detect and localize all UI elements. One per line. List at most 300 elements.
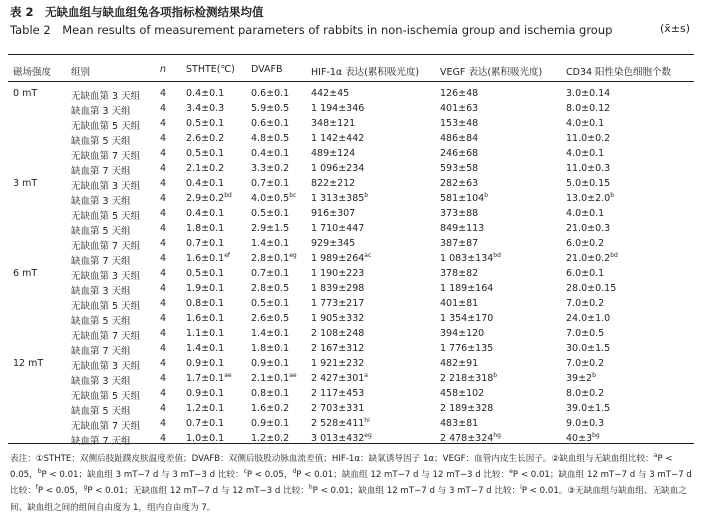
vegf-cell <box>440 298 478 309</box>
group-cell <box>71 103 131 117</box>
dvafb-cell-value: 1.4±0.1 <box>251 328 290 339</box>
cd34-cell <box>566 358 604 369</box>
table-row <box>0 103 702 118</box>
sthte-cell-value: 0.7±0.1 <box>186 418 225 429</box>
hif-cell <box>311 238 355 249</box>
sthte-cell <box>186 418 224 429</box>
hif-cell <box>311 388 364 399</box>
table-row <box>0 193 702 208</box>
group-cell-value: 缺血第 5 天组 <box>71 406 131 417</box>
group-cell <box>71 343 131 357</box>
n-cell <box>160 388 166 399</box>
dvafb-cell <box>251 133 289 144</box>
vegf-cell <box>440 223 484 234</box>
hif-cell-value: 1 773±217 <box>311 298 365 309</box>
table-row <box>0 283 702 298</box>
vegf-cell <box>440 388 484 399</box>
table-row <box>0 178 702 193</box>
dvafb-cell-value: 1.6±0.2 <box>251 403 290 414</box>
vegf-cell <box>440 208 478 219</box>
dvafb-cell-value: 4.0±0.5 <box>251 193 290 204</box>
vegf-cell-value: 126±48 <box>440 88 479 99</box>
hif-cell <box>311 283 364 294</box>
cd34-cell-value: 4.0±0.1 <box>566 118 605 129</box>
hif-cell-value: 2 117±453 <box>311 388 365 399</box>
sthte-cell <box>186 373 232 384</box>
n-cell-value: 4 <box>160 253 167 264</box>
hif-cell <box>311 313 364 324</box>
hif-cell <box>311 298 364 309</box>
dvafb-cell-value: 0.5±0.1 <box>251 208 290 219</box>
table-row <box>0 418 702 433</box>
dvafb-cell <box>251 223 289 234</box>
header-n: n <box>160 64 167 75</box>
significance-mark: bc <box>289 191 297 199</box>
table-row <box>0 238 702 253</box>
hif-cell-value: 2 108±248 <box>311 328 365 339</box>
vegf-cell-value: 1 776±135 <box>440 343 494 354</box>
group-cell <box>71 358 140 372</box>
sthte-cell <box>186 328 224 339</box>
vegf-cell-value: 2 189±328 <box>440 403 494 414</box>
note-text: P < 0.01；缺血组 12 mT−7 d 与 12 mT−3 d 比较： <box>296 470 510 481</box>
hif-cell <box>311 163 364 174</box>
table-row <box>0 433 702 448</box>
group-cell-value: 缺血第 3 天组 <box>71 106 131 117</box>
table-row <box>0 328 702 343</box>
sthte-cell <box>186 268 224 279</box>
n-cell-value: 4 <box>160 433 167 444</box>
significance-mark: b <box>493 371 498 379</box>
n-cell-value: 4 <box>160 178 167 189</box>
note-superscript: b <box>37 468 42 476</box>
sthte-cell-value: 0.5±0.1 <box>186 148 225 159</box>
hif-cell-value: 2 703±331 <box>311 403 365 414</box>
vegf-cell <box>440 163 478 174</box>
hif-cell-value: 1 190±223 <box>311 268 365 279</box>
table-row <box>0 343 702 358</box>
n-cell-value: 4 <box>160 193 167 204</box>
sthte-cell <box>186 388 224 399</box>
table-row <box>0 298 702 313</box>
significance-mark: eg <box>289 251 297 259</box>
n-cell <box>160 88 166 99</box>
cd34-cell <box>566 103 610 114</box>
vegf-cell-value: 153±48 <box>440 118 479 129</box>
table-row <box>0 223 702 238</box>
sthte-cell-value: 2.6±0.2 <box>186 133 225 144</box>
dvafb-cell-value: 2.6±0.5 <box>251 313 290 324</box>
group-cell <box>71 148 140 162</box>
sthte-cell <box>186 148 224 159</box>
cd34-cell-value: 9.0±0.3 <box>566 418 605 429</box>
dvafb-cell <box>251 403 289 414</box>
sthte-cell <box>186 313 224 324</box>
cd34-cell-value: 6.0±0.2 <box>566 238 605 249</box>
n-cell-value: 4 <box>160 268 167 279</box>
table-caption-chinese: 表 2 无缺血组与缺血组兔各项指标检测结果均值 <box>10 5 264 19</box>
hif-cell-value: 2 427±301 <box>311 373 365 384</box>
cd34-cell-value: 4.0±0.1 <box>566 148 605 159</box>
cd34-cell-value: 7.0±0.2 <box>566 358 605 369</box>
hif-cell-value: 348±121 <box>311 118 356 129</box>
sthte-cell-value: 1.0±0.1 <box>186 433 225 444</box>
significance-mark: eg <box>364 431 372 439</box>
dvafb-cell-value: 2.8±0.5 <box>251 283 290 294</box>
hif-cell-value: 1 921±232 <box>311 358 365 369</box>
note-text: P < 0.01；缺血组 12 mT−7 d 与 3 mT−7 d 比较： <box>312 486 521 497</box>
cd34-cell <box>566 148 604 159</box>
hif-cell <box>311 373 368 384</box>
hif-cell-value: 929±345 <box>311 238 356 249</box>
note-superscript: g <box>83 484 88 492</box>
cd34-cell <box>566 88 610 99</box>
cd34-cell-value: 39±2 <box>566 373 593 384</box>
hif-cell <box>311 253 371 264</box>
vegf-cell-value: 401±81 <box>440 298 479 309</box>
n-cell <box>160 313 166 324</box>
field-strength-cell <box>13 88 37 99</box>
n-cell <box>160 268 166 279</box>
table-row <box>0 148 702 163</box>
note-text: P < 0.05， <box>10 454 673 481</box>
cd34-cell <box>566 283 616 294</box>
sthte-cell <box>186 118 224 129</box>
n-cell-value: 4 <box>160 223 167 234</box>
dvafb-cell <box>251 88 289 99</box>
group-cell <box>71 403 131 417</box>
n-cell <box>160 298 166 309</box>
sthte-cell-value: 3.4±0.3 <box>186 103 225 114</box>
hif-cell-value: 1 710±447 <box>311 223 365 234</box>
dvafb-cell <box>251 328 289 339</box>
sthte-cell <box>186 193 232 204</box>
n-cell <box>160 118 166 129</box>
cd34-cell-value: 7.0±0.5 <box>566 328 605 339</box>
vegf-cell-value: 394±120 <box>440 328 485 339</box>
n-cell <box>160 418 166 429</box>
hif-cell <box>311 343 364 354</box>
cd34-cell-value: 8.0±0.2 <box>566 388 605 399</box>
hif-cell <box>311 403 364 414</box>
dvafb-cell-value: 1.8±0.1 <box>251 343 290 354</box>
n-cell-value: 4 <box>160 283 167 294</box>
dvafb-cell <box>251 238 289 249</box>
table-top-rule <box>8 54 694 55</box>
dvafb-cell-value: 0.6±0.1 <box>251 118 290 129</box>
table-row <box>0 403 702 418</box>
cd34-cell <box>566 193 614 204</box>
field-strength-cell <box>13 358 43 369</box>
vegf-cell-value: 1 083±134 <box>440 253 494 264</box>
vegf-cell-value: 2 218±318 <box>440 373 494 384</box>
group-cell-value: 无缺血第 3 天组 <box>71 271 141 282</box>
group-cell <box>71 193 131 207</box>
table-row <box>0 133 702 148</box>
hif-cell <box>311 268 364 279</box>
sthte-cell <box>186 238 224 249</box>
group-cell-value: 无缺血第 7 天组 <box>71 421 141 432</box>
note-superscript: a <box>653 452 658 460</box>
table-row <box>0 313 702 328</box>
cd34-cell-value: 39.0±1.5 <box>566 403 611 414</box>
cd34-cell <box>566 133 610 144</box>
note-superscript: d <box>292 468 297 476</box>
n-cell-value: 4 <box>160 238 167 249</box>
hif-cell <box>311 88 349 99</box>
n-cell <box>160 238 166 249</box>
sthte-cell-value: 0.5±0.1 <box>186 268 225 279</box>
table-row <box>0 253 702 268</box>
dvafb-cell <box>251 148 289 159</box>
cd34-cell <box>566 328 604 339</box>
group-cell-value: 缺血第 3 天组 <box>71 196 131 207</box>
hif-cell-value: 2 528±411 <box>311 418 365 429</box>
group-cell <box>71 328 140 342</box>
sthte-cell-value: 1.2±0.1 <box>186 403 225 414</box>
note-superscript: f <box>35 484 38 492</box>
n-cell-value: 4 <box>160 208 167 219</box>
group-cell-value: 缺血第 7 天组 <box>71 166 131 177</box>
n-cell <box>160 223 166 234</box>
sthte-cell <box>186 343 224 354</box>
significance-mark: hg <box>493 431 501 439</box>
sthte-cell <box>186 88 224 99</box>
vegf-cell-value: 373±88 <box>440 208 479 219</box>
significance-mark: ae <box>289 371 297 379</box>
n-cell <box>160 148 166 159</box>
significance-mark: bd <box>493 251 501 259</box>
cd34-cell <box>566 118 604 129</box>
cd34-cell <box>566 223 610 234</box>
table-row <box>0 118 702 133</box>
header-dvafb: DVAFB <box>251 64 283 75</box>
group-cell-value: 缺血第 5 天组 <box>71 136 131 147</box>
cd34-cell-value: 3.0±0.14 <box>566 88 611 99</box>
significance-mark: bd <box>224 191 232 199</box>
group-cell <box>71 313 131 327</box>
dvafb-cell <box>251 388 289 399</box>
hif-cell <box>311 223 364 234</box>
cd34-cell <box>566 418 604 429</box>
vegf-cell <box>440 253 501 264</box>
dvafb-cell-value: 0.5±0.1 <box>251 298 290 309</box>
sthte-cell <box>186 358 224 369</box>
group-cell <box>71 298 140 312</box>
n-cell-value: 4 <box>160 418 167 429</box>
sthte-cell <box>186 298 224 309</box>
cd34-cell-value: 11.0±0.2 <box>566 133 611 144</box>
vegf-cell-value: 1 354±170 <box>440 313 494 324</box>
hif-cell <box>311 358 364 369</box>
sthte-cell-value: 0.4±0.1 <box>186 178 225 189</box>
significance-mark: a <box>364 371 368 379</box>
dvafb-cell-value: 2.9±1.5 <box>251 223 290 234</box>
vegf-cell <box>440 133 478 144</box>
n-cell <box>160 403 166 414</box>
group-cell-value: 缺血第 3 天组 <box>71 286 131 297</box>
dvafb-cell-value: 5.9±0.5 <box>251 103 290 114</box>
vegf-cell <box>440 283 493 294</box>
dvafb-cell-value: 1.2±0.2 <box>251 433 290 444</box>
group-cell-value: 无缺血第 3 天组 <box>71 361 141 372</box>
sthte-cell <box>186 283 224 294</box>
table-notes <box>10 451 694 516</box>
hif-cell-value: 1 096±234 <box>311 163 365 174</box>
n-cell-value: 4 <box>160 103 167 114</box>
n-cell-value: 4 <box>160 88 167 99</box>
dvafb-cell-value: 1.4±0.1 <box>251 238 290 249</box>
dvafb-cell-value: 0.7±0.1 <box>251 268 290 279</box>
vegf-cell-value: 282±63 <box>440 178 479 189</box>
sthte-cell-value: 0.9±0.1 <box>186 388 225 399</box>
dvafb-cell <box>251 283 289 294</box>
sthte-cell <box>186 163 224 174</box>
n-cell <box>160 253 166 264</box>
group-cell-value: 无缺血第 5 天组 <box>71 301 141 312</box>
hif-cell-value: 1 142±442 <box>311 133 365 144</box>
group-cell <box>71 88 140 102</box>
field-strength-cell <box>13 268 37 279</box>
group-cell-value: 缺血第 7 天组 <box>71 436 131 447</box>
group-cell-value: 缺血第 5 天组 <box>71 316 131 327</box>
dvafb-cell <box>251 253 297 264</box>
header-hif: HIF-1α 表达(累积吸光度) <box>311 67 420 78</box>
vegf-cell <box>440 313 493 324</box>
note-superscript: h <box>308 484 313 492</box>
dvafb-cell <box>251 313 289 324</box>
group-cell-value: 无缺血第 3 天组 <box>71 91 141 102</box>
sthte-cell-value: 1.4±0.1 <box>186 343 225 354</box>
sthte-cell-value: 2.9±0.2 <box>186 193 225 204</box>
vegf-cell <box>440 358 478 369</box>
field-strength-cell-value: 0 mT <box>13 88 38 99</box>
vegf-cell <box>440 373 497 384</box>
vegf-cell-value: 246±68 <box>440 148 479 159</box>
dvafb-cell <box>251 193 296 204</box>
vegf-cell-value: 2 478±324 <box>440 433 494 444</box>
dvafb-cell <box>251 418 289 429</box>
group-cell <box>71 133 131 147</box>
dvafb-cell <box>251 343 289 354</box>
vegf-cell-value: 581±104 <box>440 193 485 204</box>
vegf-cell-value: 593±58 <box>440 163 479 174</box>
header-field-strength: 磁场强度 <box>13 67 52 78</box>
group-cell <box>71 283 131 297</box>
group-cell <box>71 178 140 192</box>
dvafb-cell-value: 3.3±0.2 <box>251 163 290 174</box>
table-row <box>0 268 702 283</box>
note-text: P < 0.01。③无缺血组与缺血组、无缺血之间、缺血组之间的组间自由度为 1，组内自由度为 7。 <box>10 486 687 513</box>
n-cell-value: 4 <box>160 133 167 144</box>
cd34-cell <box>566 343 610 354</box>
cd34-cell <box>566 403 610 414</box>
cd34-cell-value: 28.0±0.15 <box>566 283 617 294</box>
sthte-cell-value: 0.4±0.1 <box>186 88 225 99</box>
n-cell-value: 4 <box>160 358 167 369</box>
group-cell-value: 无缺血第 7 天组 <box>71 151 141 162</box>
n-cell <box>160 373 166 384</box>
field-strength-cell-value: 3 mT <box>13 178 38 189</box>
table-row <box>0 358 702 373</box>
dvafb-cell-value: 0.9±0.1 <box>251 418 290 429</box>
sthte-cell <box>186 178 224 189</box>
cd34-cell-value: 8.0±0.12 <box>566 103 611 114</box>
vegf-cell-value: 482±91 <box>440 358 479 369</box>
cd34-cell <box>566 238 604 249</box>
n-cell <box>160 358 166 369</box>
hif-cell <box>311 193 368 204</box>
field-strength-cell-value: 6 mT <box>13 268 38 279</box>
hif-cell <box>311 418 370 429</box>
dvafb-cell-value: 2.8±0.1 <box>251 253 290 264</box>
sthte-cell-value: 0.7±0.1 <box>186 238 225 249</box>
hif-cell-value: 1 989±264 <box>311 253 365 264</box>
n-cell-value: 4 <box>160 298 167 309</box>
vegf-cell <box>440 103 478 114</box>
vegf-cell <box>440 88 478 99</box>
hif-cell-value: 1 194±346 <box>311 103 365 114</box>
table-row <box>0 373 702 388</box>
vegf-cell <box>440 118 478 129</box>
vegf-cell-value: 849±113 <box>440 223 485 234</box>
hif-cell <box>311 103 364 114</box>
vegf-cell <box>440 403 493 414</box>
dvafb-cell <box>251 208 289 219</box>
header-sthte: STHTE(℃) <box>186 64 235 75</box>
hif-cell <box>311 118 355 129</box>
note-superscript: e <box>509 468 513 476</box>
cd34-cell <box>566 298 604 309</box>
n-cell-value: 4 <box>160 328 167 339</box>
hif-cell-value: 442±45 <box>311 88 350 99</box>
n-cell-value: 4 <box>160 403 167 414</box>
vegf-cell <box>440 148 478 159</box>
vegf-cell <box>440 268 478 279</box>
hif-cell-value: 1 313±385 <box>311 193 365 204</box>
dvafb-cell <box>251 178 289 189</box>
group-cell <box>71 373 131 387</box>
hif-cell-value: 1 839±298 <box>311 283 365 294</box>
note-text: P < 0.05， <box>246 470 293 481</box>
hif-cell-value: 822±212 <box>311 178 356 189</box>
cd34-cell-value: 6.0±0.1 <box>566 268 605 279</box>
group-cell <box>71 238 140 252</box>
cd34-cell-value: 21.0±0.2 <box>566 253 611 264</box>
dvafb-cell-value: 0.6±0.1 <box>251 88 290 99</box>
sthte-cell-value: 2.1±0.2 <box>186 163 225 174</box>
dvafb-cell <box>251 268 289 279</box>
n-cell <box>160 178 166 189</box>
field-strength-cell-value: 12 mT <box>13 358 44 369</box>
note-text: P < 0.01；缺血组 12 mT−7 d 与 3 mT−7 d 比较： <box>10 470 692 497</box>
sthte-cell <box>186 103 224 114</box>
n-cell-value: 4 <box>160 118 167 129</box>
group-cell-value: 缺血第 7 天组 <box>71 346 131 357</box>
hif-cell <box>311 208 355 219</box>
n-cell <box>160 328 166 339</box>
sthte-cell-value: 1.8±0.1 <box>186 223 225 234</box>
vegf-cell <box>440 343 493 354</box>
n-cell-value: 4 <box>160 343 167 354</box>
hif-cell-value: 489±124 <box>311 148 356 159</box>
vegf-cell-value: 458±102 <box>440 388 485 399</box>
n-cell-value: 4 <box>160 163 167 174</box>
table-row <box>0 88 702 103</box>
significance-mark: b <box>592 371 596 379</box>
dvafb-cell-value: 0.9±0.1 <box>251 358 290 369</box>
sthte-cell-value: 0.9±0.1 <box>186 358 225 369</box>
